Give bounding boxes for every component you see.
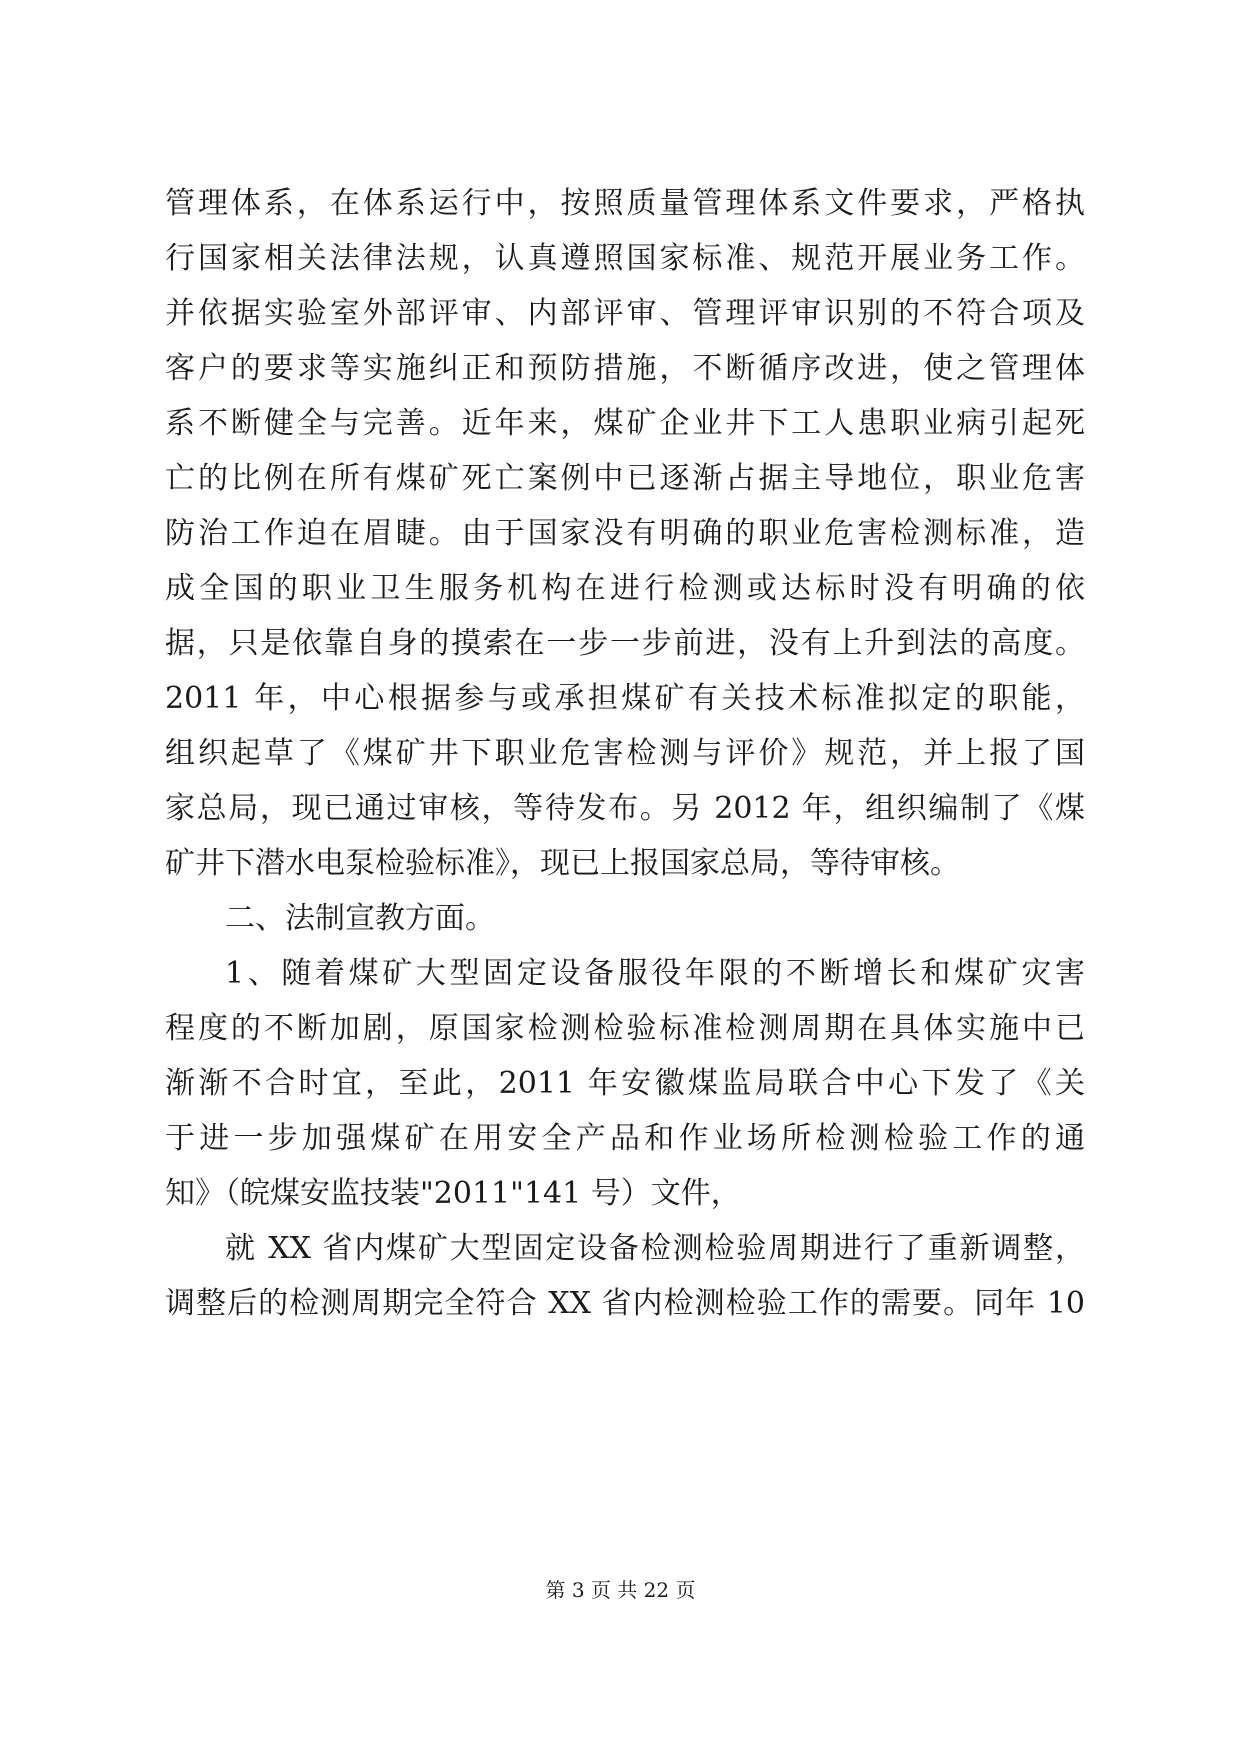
paragraph-line: 成全国的职业卫生服务机构在进行检测或达标时没有明确的依 [165, 571, 1085, 606]
paragraph-line: 矿井下潜水电泵检验标准》，现已上报国家总局，等待审核。 [165, 846, 960, 881]
paragraph-line: 就 XX 省内煤矿大型固定设备检测检验周期进行了重新调整， [225, 1231, 1085, 1266]
paragraph-line: 客户的要求等实施纠正和预防措施，不断循序改进，使之管理体 [165, 351, 1085, 386]
paragraph-line: 据，只是依靠自身的摸索在一步一步前进，没有上升到法的高度。 [165, 626, 1085, 661]
paragraph-line: 并依据实验室外部评审、内部评审、管理评审识别的不符合项及 [165, 296, 1085, 331]
section-heading: 二、法制宣教方面。 [225, 901, 495, 936]
paragraph-line: 1、随着煤矿大型固定设备服役年限的不断增长和煤矿灾害 [225, 956, 1085, 991]
paragraph-line: 组织起草了《煤矿井下职业危害检测与评价》规范，并上报了国 [165, 736, 1085, 771]
paragraph-line: 防治工作迫在眉睫。由于国家没有明确的职业危害检测标准，造 [165, 516, 1085, 551]
paragraph-line: 家总局，现已通过审核，等待发布。另 2012 年，组织编制了《煤 [165, 791, 1085, 826]
paragraph-line: 渐渐不合时宜，至此，2011 年安徽煤监局联合中心下发了《关 [165, 1066, 1085, 1101]
paragraph-line: 行国家相关法律法规，认真遵照国家标准、规范开展业务工作。 [165, 241, 1085, 276]
paragraph-line: 知》（皖煤安监技装"2011"141 号）文件， [165, 1176, 741, 1211]
paragraph-line: 于进一步加强煤矿在用安全产品和作业场所检测检验工作的通 [165, 1121, 1085, 1156]
paragraph-line: 亡的比例在所有煤矿死亡案例中已逐渐占据主导地位，职业危害 [165, 461, 1085, 496]
paragraph-line: 程度的不断加剧，原国家检测检验标准检测周期在具体实施中已 [165, 1011, 1085, 1046]
paragraph-line: 2011 年，中心根据参与或承担煤矿有关技术标准拟定的职能， [165, 681, 1085, 716]
paragraph-line: 系不断健全与完善。近年来，煤矿企业井下工人患职业病引起死 [165, 406, 1085, 441]
paragraph-line: 管理体系，在体系运行中，按照质量管理体系文件要求，严格执 [165, 186, 1085, 221]
page-number-footer: 第 3 页 共 22 页 [545, 1578, 696, 1602]
paragraph-line: 调整后的检测周期完全符合 XX 省内检测检验工作的需要。同年 10 [165, 1286, 1085, 1321]
